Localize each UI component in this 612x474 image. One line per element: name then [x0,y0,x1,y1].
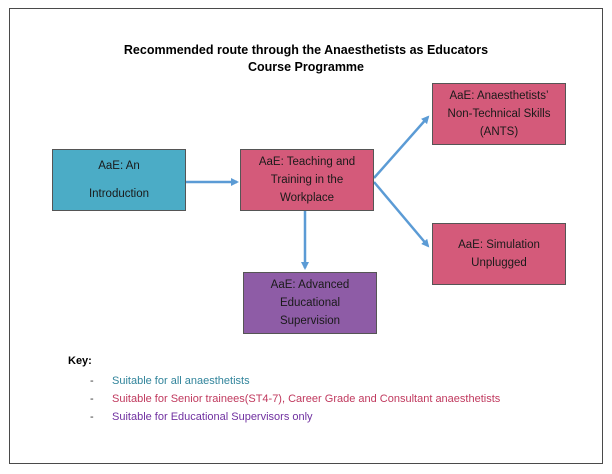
node-teaching-training [240,149,374,211]
legend-title: Key: [68,355,92,367]
arrow-teaching-to-ants [374,117,428,178]
node-introduction-line-1: AaE: An [98,160,140,172]
title-line-2: Course Programme [247,60,364,74]
node-simulation [432,223,566,285]
node-ants-line-3: (ANTS) [479,126,519,138]
node-advanced-line-1: AaE: Advanced [270,279,350,291]
legend-item-all [68,372,500,390]
node-advanced-line-3: Supervision [279,315,341,327]
legend-dash: - [90,393,94,405]
node-advanced-supervision [243,272,377,334]
legend-text-supervisors: Suitable for Educational Supervisors only [112,411,313,423]
node-simulation-line-2: Unplugged [471,257,527,269]
legend-dash: - [90,411,94,423]
legend [68,352,500,426]
node-simulation-line-1: AaE: Simulation [458,239,540,251]
node-teaching-line-2: Training in the [270,174,344,186]
legend-item-senior [68,390,500,408]
arrow-teaching-to-simulation [374,182,428,246]
node-ants-line-1: AaE: Anaesthetists’ [449,90,549,102]
node-introduction [52,149,186,211]
node-introduction-line-2: Introduction [88,188,150,200]
node-ants [432,83,566,145]
node-ants-line-2: Non-Technical Skills [447,108,551,120]
title-line-1: Recommended route through the Anaesthetists as Educators [123,43,489,57]
node-teaching-line-1: AaE: Teaching and [258,156,356,168]
node-advanced-line-2: Educational [279,297,341,309]
legend-dash: - [90,375,94,387]
legend-text-all: Suitable for all anaesthetists [112,375,250,387]
legend-text-senior: Suitable for Senior trainees(ST4-7), Career Grade and Consultant anaesthetists [112,393,501,405]
node-teaching-line-3: Workplace [279,192,335,204]
legend-item-supervisors [68,408,500,426]
